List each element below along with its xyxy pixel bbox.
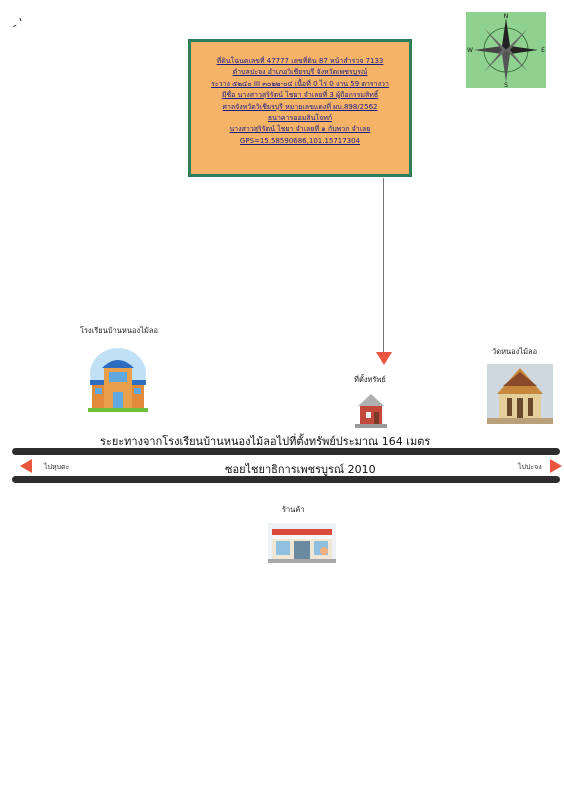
info-line: ตำบลปะจง อำเภอวิเชียรบุรี จังหวัดเพชรบูรณ์	[232, 68, 368, 77]
school-icon	[88, 348, 148, 418]
gps-line: GPS=15.58590686,101.15717304	[239, 136, 361, 145]
temple-icon	[487, 364, 553, 428]
info-line: ธนาคารออมสินโจทก์	[267, 114, 333, 123]
arrow-left-icon	[20, 459, 32, 473]
property-info-box	[188, 39, 412, 177]
pointer-arrow-icon	[376, 352, 392, 365]
arrow-right-icon	[550, 459, 562, 473]
right-direction-label: ไปปะจง	[518, 463, 542, 471]
road-upper-edge	[12, 448, 560, 455]
compass-w: W	[467, 47, 473, 54]
compass-icon	[466, 12, 546, 88]
compass-e: E	[541, 47, 545, 54]
compass-n: N	[503, 13, 509, 20]
info-line: มีชื่อ นางสาวสุริรัตน์ ไชยา จำเลยที่ 3 ผู้ถือกรรมสิทธิ์	[221, 91, 379, 100]
property-label: ที่ตั้งทรัพย์	[354, 375, 386, 384]
compass-rose	[466, 12, 546, 88]
scan-mark: - '	[9, 15, 26, 33]
shop-label: ร้านค้า	[282, 505, 305, 514]
temple-label: วัดหนองไม้ลอ	[492, 347, 538, 356]
info-line: นางสาวสุริรัตน์ ไชยา จำเลยที่ ๑ กับพวก จำเลย	[229, 125, 371, 134]
shop-icon	[268, 523, 336, 567]
pointer-line	[383, 178, 384, 354]
distance-text: ระยะทางจากโรงเรียนบ้านหนองไม้ลอไปที่ตั้งทรัพย์ประมาณ 164 เมตร	[100, 435, 431, 448]
house-icon	[354, 390, 388, 434]
info-line: ศาลจังหวัดวิเชียรบุรี หมายเลขแดงที่ ผบ.898/2562	[222, 102, 378, 111]
school-label: โรงเรียนบ้านหนองไม้ลอ	[80, 326, 158, 335]
left-direction-label: ไปหุบตะ	[44, 463, 70, 471]
compass-s: S	[504, 82, 508, 88]
info-line: ที่ดินโฉนดเลขที่ 47777 เลขที่ดิน 87 หน้าสำรวจ 7133	[216, 57, 384, 65]
road-name: ซอยไชยาธิการเพชรบูรณ์ 2010	[225, 463, 376, 476]
info-line: ระวาง ๕๒๔๐ III ๓๐๒๒-๐๔ เนื้อที่ 0 ไร่ 0 งาน 59 ตารางวา	[211, 79, 389, 88]
